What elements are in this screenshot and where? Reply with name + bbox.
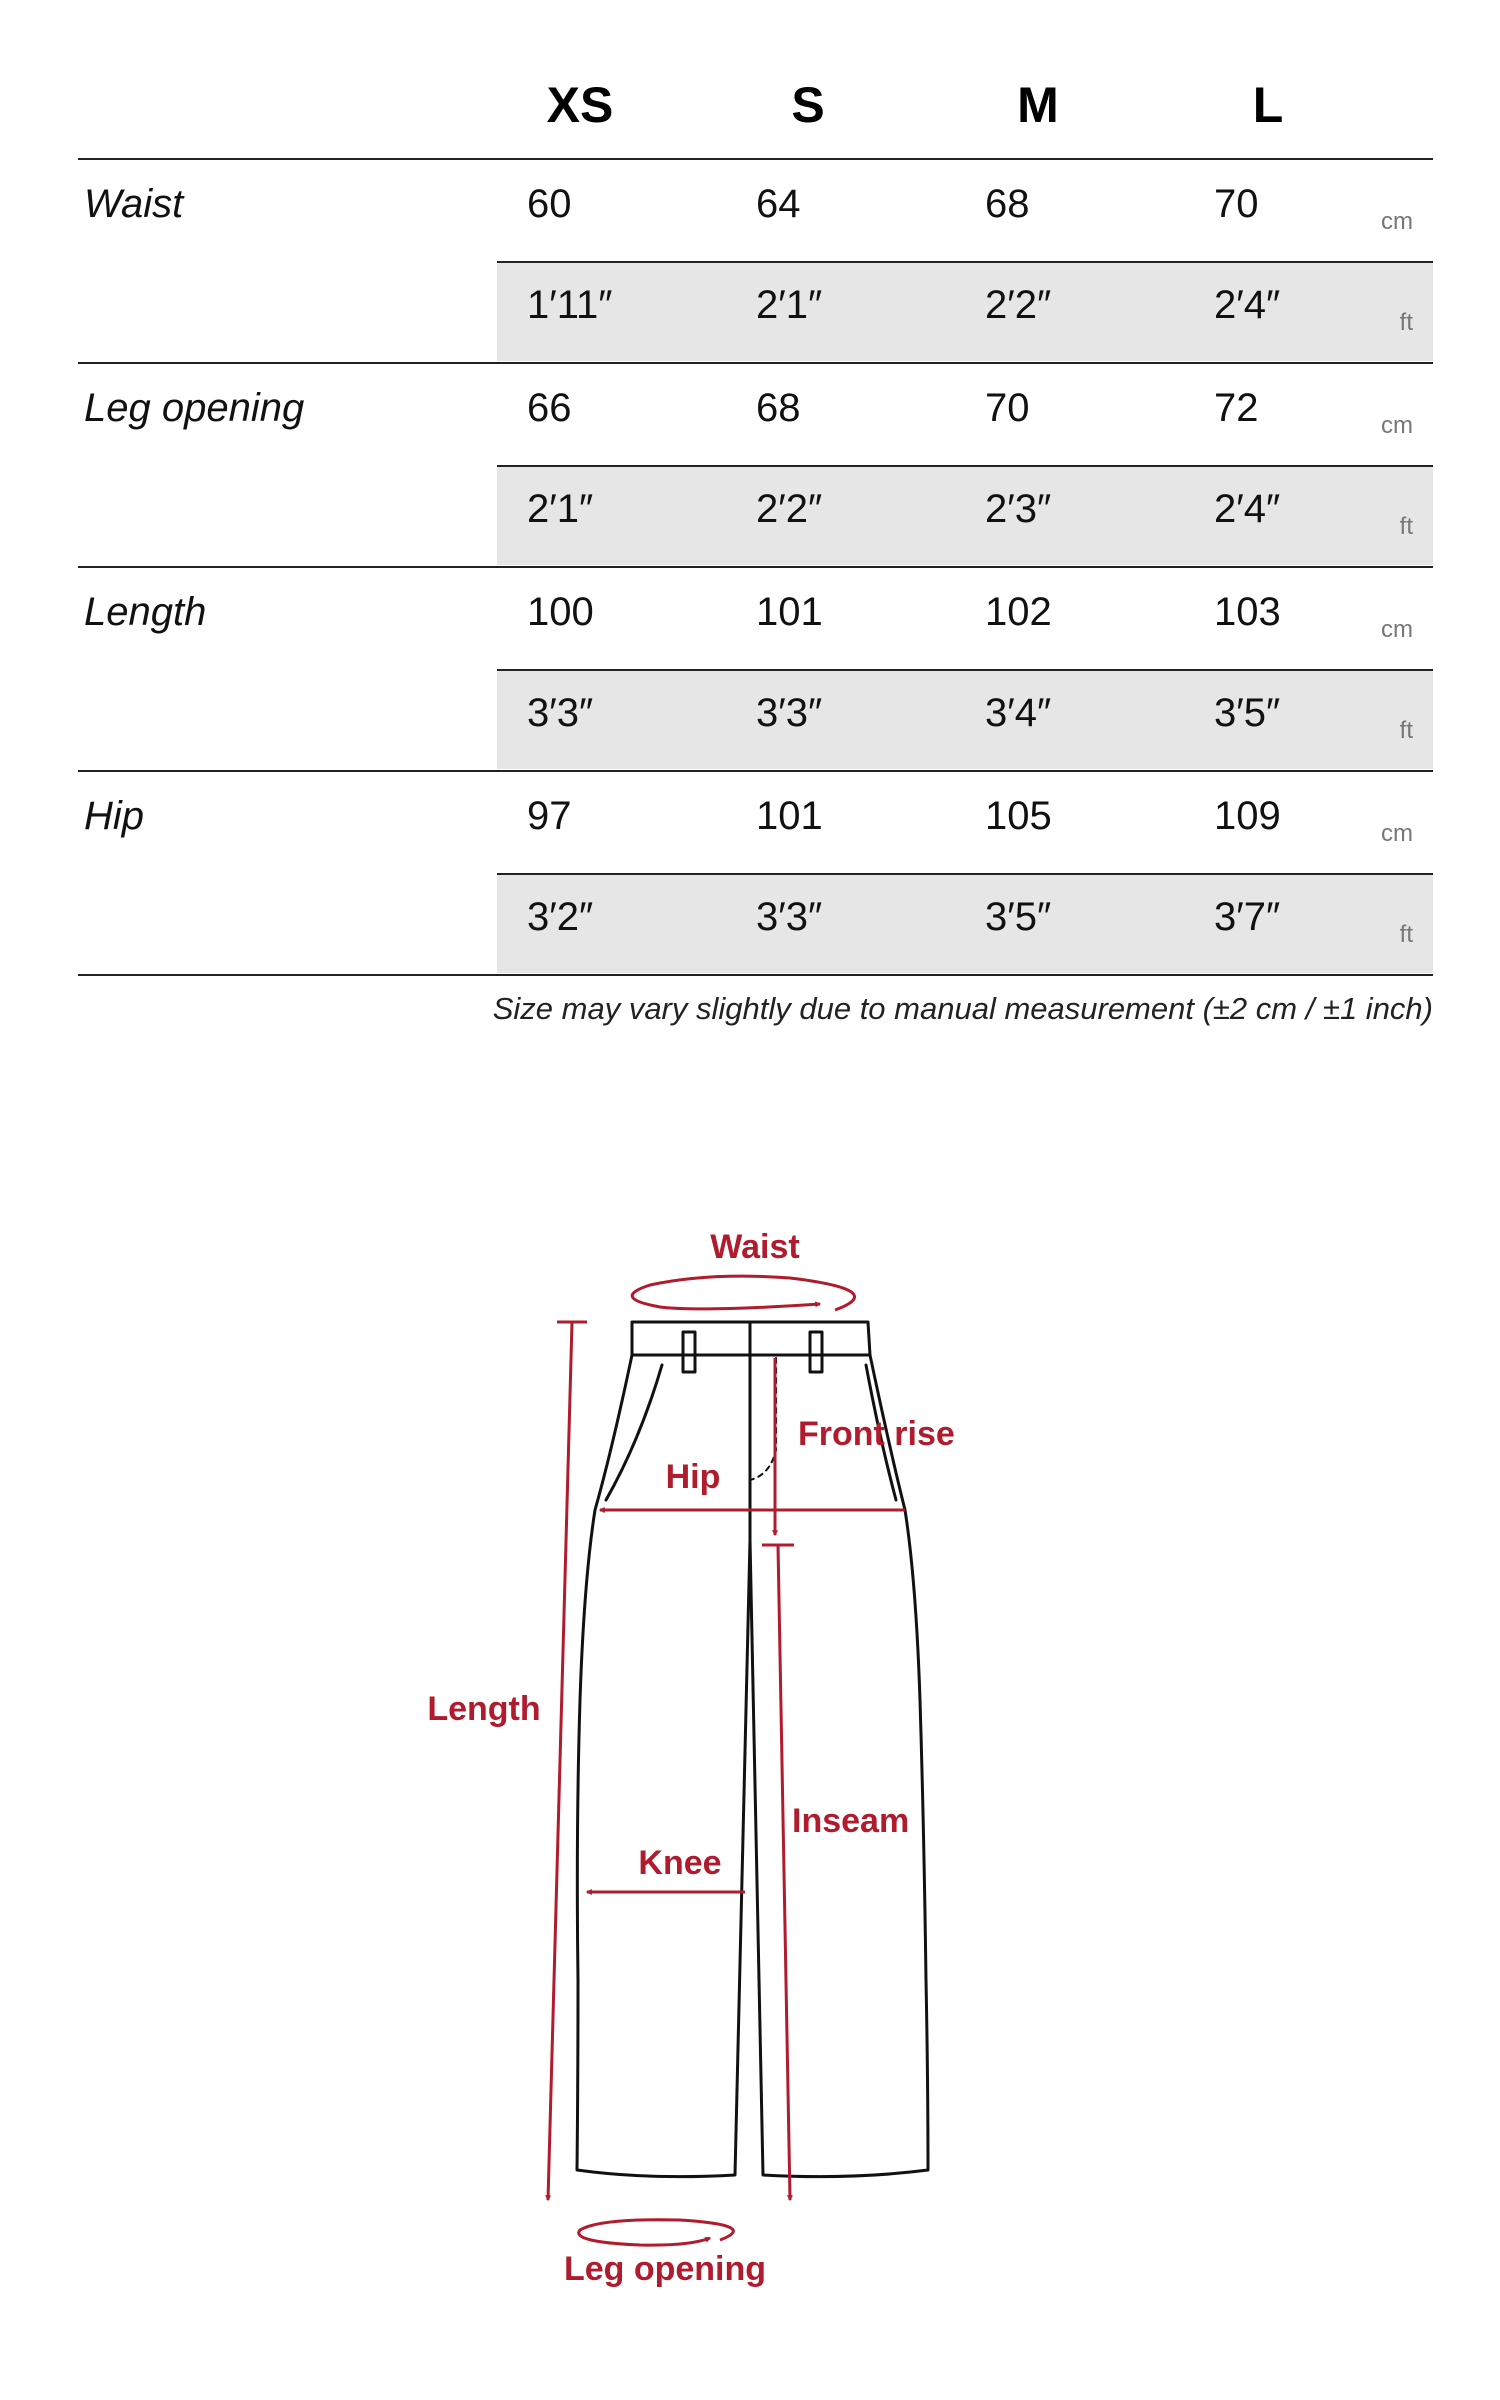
measurement-label: Hip: [84, 794, 145, 838]
ft-row: [78, 261, 1433, 361]
ft-row-shading: [497, 669, 1433, 769]
cm-row: [78, 364, 1433, 464]
cm-row: [78, 772, 1433, 872]
waist-arrow: [632, 1276, 854, 1310]
ft-value-l: 3′5″: [1214, 691, 1281, 735]
ft-value-s: 3′3″: [756, 691, 823, 735]
size-header-s: S: [791, 77, 825, 133]
size-chart-table: [78, 70, 1433, 976]
cm-value-xs: 100: [527, 590, 594, 634]
pants-measurement-diagram: [0, 1180, 1500, 2300]
cm-value-xs: 60: [527, 182, 572, 226]
cm-value-l: 70: [1214, 182, 1259, 226]
ft-value-s: 3′3″: [756, 895, 823, 939]
unit-cm: cm: [1381, 208, 1413, 235]
ft-value-s: 2′1″: [756, 283, 823, 327]
unit-cm: cm: [1381, 412, 1413, 439]
unit-cm: cm: [1381, 616, 1413, 643]
cm-value-s: 64: [756, 182, 801, 226]
size-header-l: L: [1252, 77, 1284, 133]
cm-value-l: 72: [1214, 386, 1259, 430]
ft-value-l: 2′4″: [1214, 487, 1281, 531]
length-label: Length: [427, 1690, 541, 1728]
size-header-xs: XS: [546, 77, 614, 133]
measurement-group-leg-opening: [78, 364, 1433, 568]
cm-value-s: 68: [756, 386, 801, 430]
ft-value-m: 3′4″: [985, 691, 1052, 735]
measurement-label: Length: [84, 590, 207, 634]
ft-value-m: 2′2″: [985, 283, 1052, 327]
cm-value-s: 101: [756, 590, 823, 634]
measurement-label: Waist: [84, 182, 184, 226]
ft-row: [78, 669, 1433, 769]
cm-value-m: 68: [985, 182, 1030, 226]
left-leg-outline: [577, 1355, 750, 2177]
ft-row: [78, 873, 1433, 973]
unit-ft: ft: [1399, 309, 1413, 336]
unit-ft: ft: [1399, 717, 1413, 744]
ft-value-xs: 1′11″: [527, 283, 613, 327]
cm-value-l: 109: [1214, 794, 1281, 838]
cm-value-m: 105: [985, 794, 1052, 838]
unit-ft: ft: [1399, 513, 1413, 540]
measurement-label: Leg opening: [84, 386, 305, 430]
ft-row-shading: [497, 261, 1433, 361]
ft-value-m: 2′3″: [985, 487, 1052, 531]
ft-value-xs: 2′1″: [527, 487, 594, 531]
length-arrow: [548, 1322, 572, 2200]
size-header-row: [78, 70, 1433, 160]
cm-value-s: 101: [756, 794, 823, 838]
unit-cm: cm: [1381, 820, 1413, 847]
ft-value-s: 2′2″: [756, 487, 823, 531]
belt-loop-right: [810, 1332, 822, 1372]
hip-label: Hip: [665, 1458, 721, 1496]
cm-row: [78, 160, 1433, 260]
knee-label: Knee: [638, 1844, 722, 1882]
cm-value-l: 103: [1214, 590, 1281, 634]
ft-value-xs: 3′3″: [527, 691, 594, 735]
ft-value-l: 3′7″: [1214, 895, 1281, 939]
cm-value-m: 70: [985, 386, 1030, 430]
cm-value-xs: 97: [527, 794, 572, 838]
inseam-label: Inseam: [792, 1802, 910, 1840]
ft-value-m: 3′5″: [985, 895, 1052, 939]
fly-stitch: [750, 1358, 776, 1480]
cm-row: [78, 568, 1433, 668]
right-leg-outline: [750, 1355, 928, 2177]
measurement-group-length: [78, 568, 1433, 772]
measurement-group-waist: [78, 160, 1433, 364]
ft-value-l: 2′4″: [1214, 283, 1281, 327]
leg-opening-arrow: [579, 2220, 734, 2245]
measurement-tolerance-note: Size may vary slightly due to manual measurement (±2 cm / ±1 inch): [492, 991, 1433, 1026]
waist-label: Waist: [710, 1228, 800, 1266]
measurement-group-hip: [78, 772, 1433, 976]
unit-ft: ft: [1399, 921, 1413, 948]
ft-row-shading: [497, 873, 1433, 973]
cm-value-m: 102: [985, 590, 1052, 634]
leg-opening-label: Leg opening: [563, 2250, 767, 2288]
cm-value-xs: 66: [527, 386, 572, 430]
front-rise-label: Front rise: [798, 1415, 955, 1453]
inseam-arrow: [778, 1545, 790, 2200]
ft-row: [78, 465, 1433, 565]
size-header-m: M: [1017, 77, 1059, 133]
ft-value-xs: 3′2″: [527, 895, 594, 939]
belt-loop-left: [683, 1332, 695, 1372]
ft-row-shading: [497, 465, 1433, 565]
